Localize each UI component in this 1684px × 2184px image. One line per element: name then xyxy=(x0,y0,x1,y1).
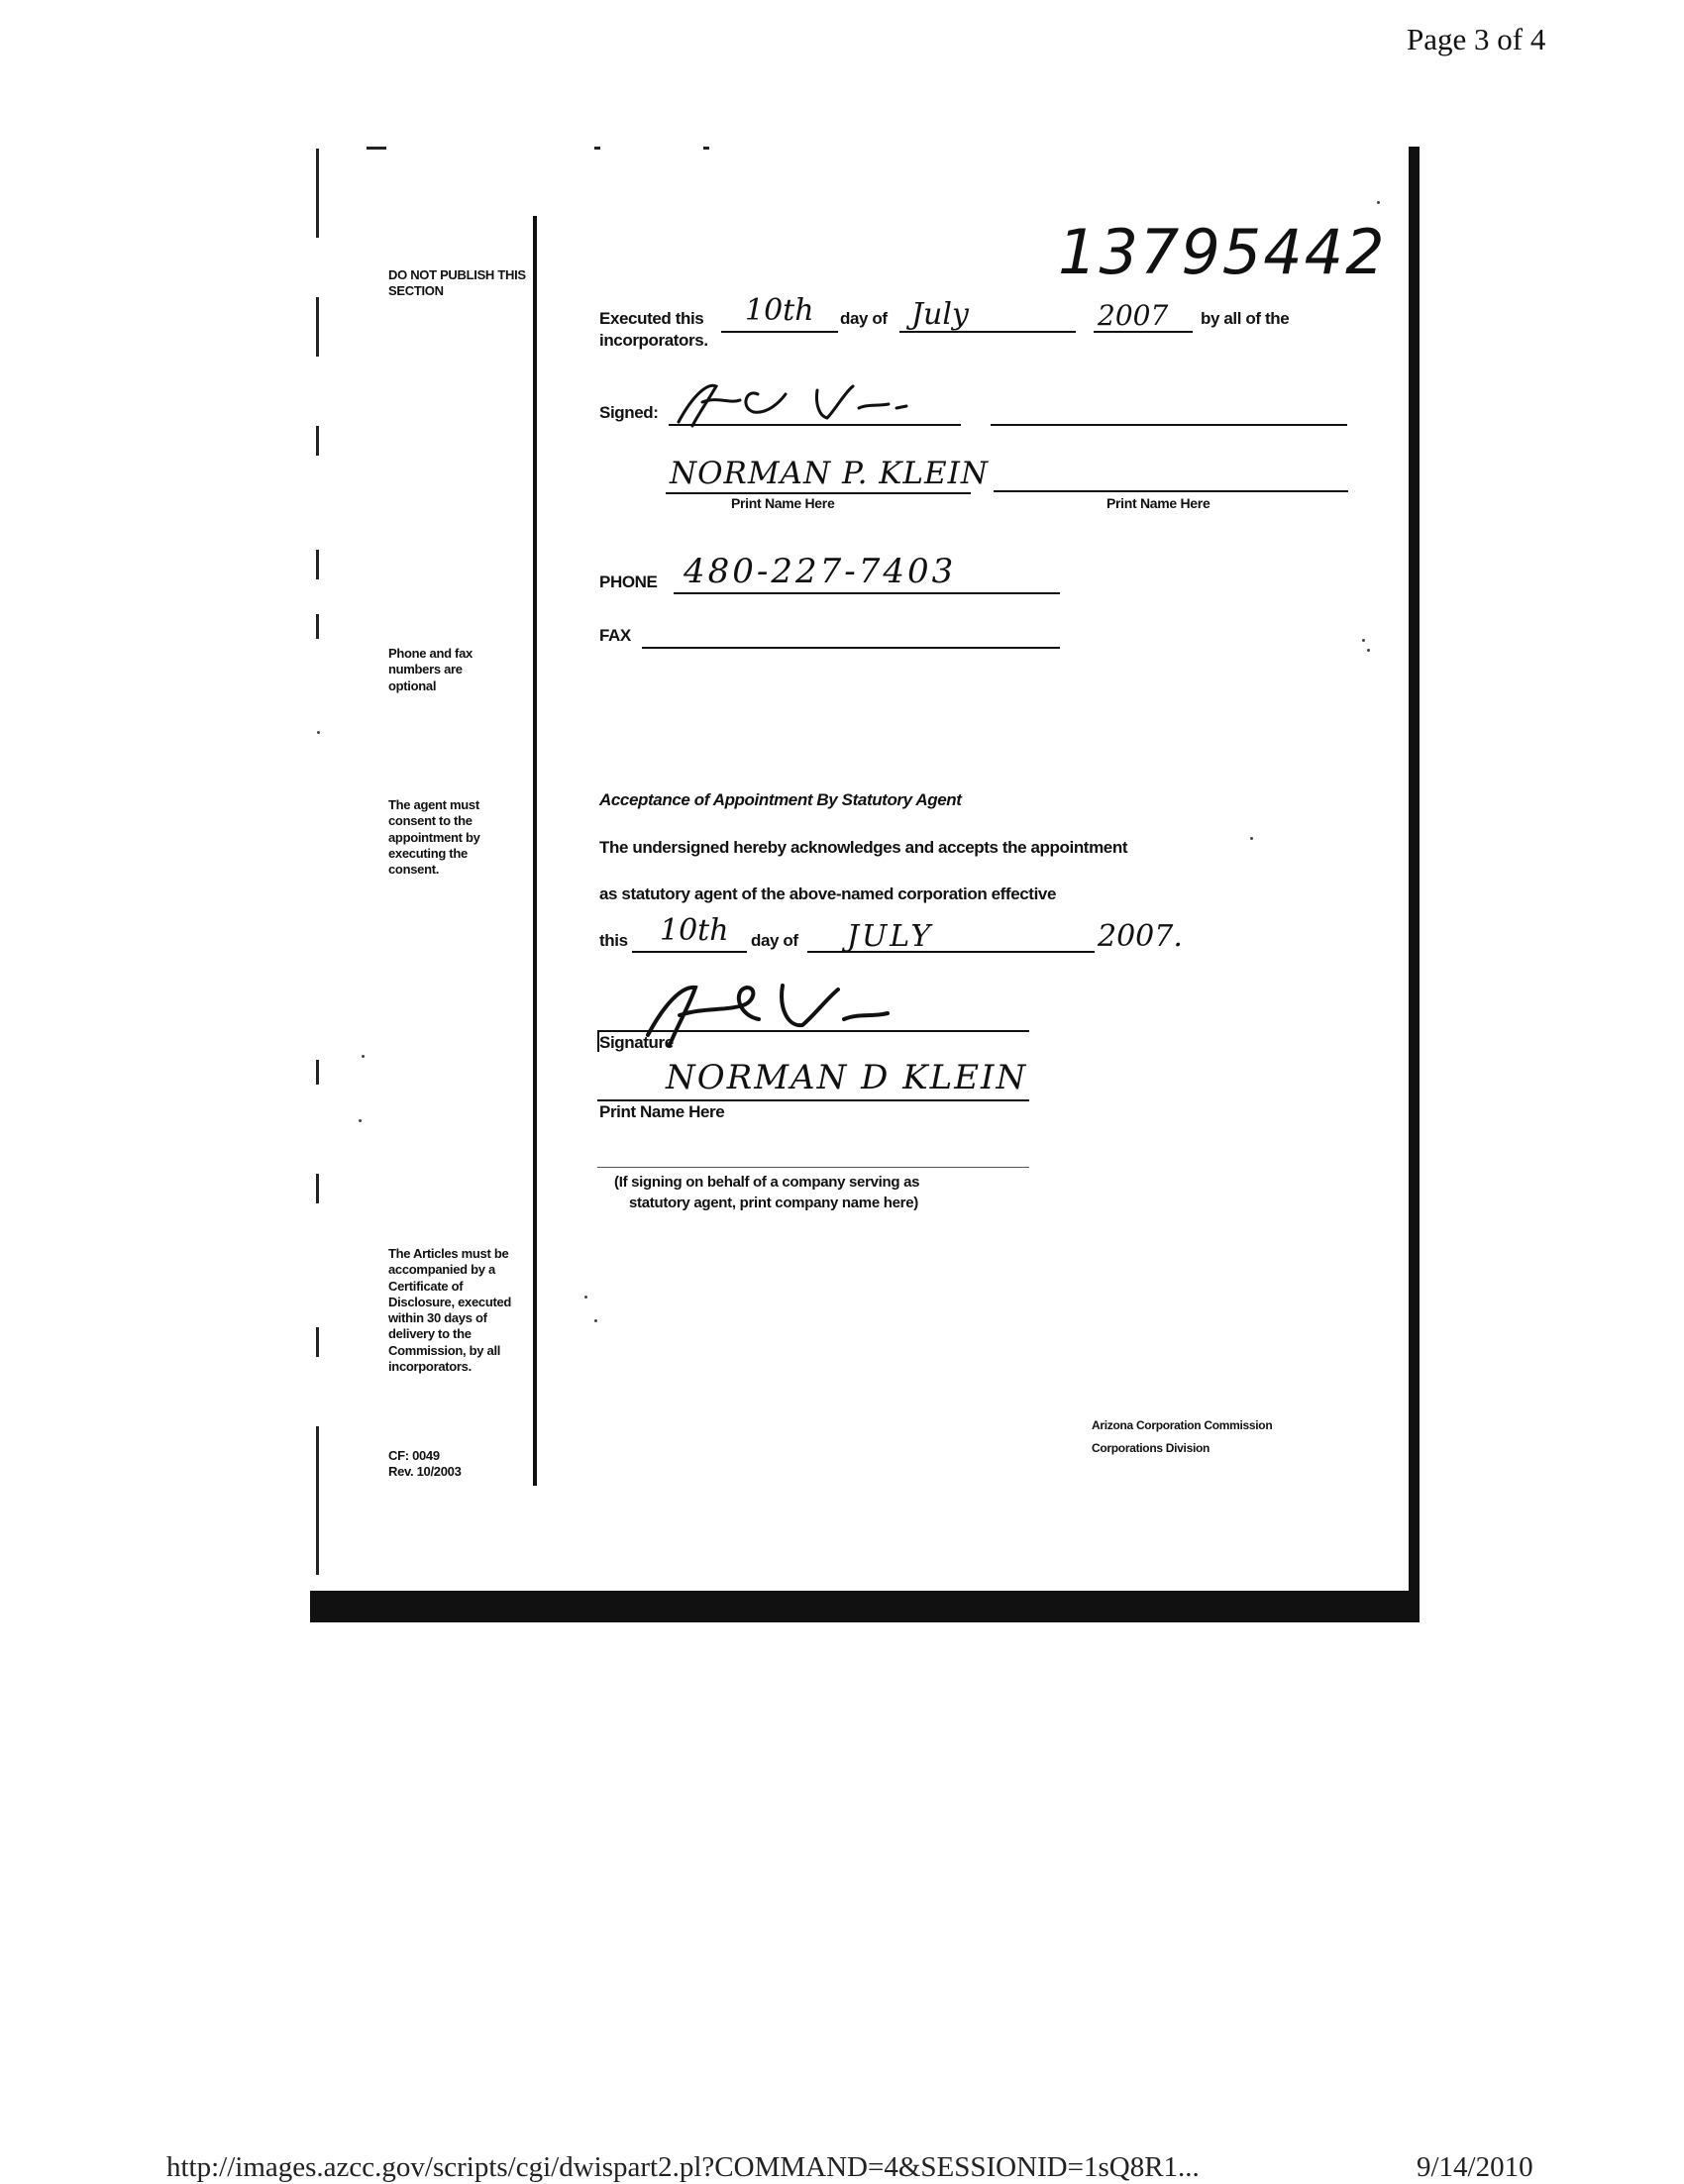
executed-prefix: Executed this xyxy=(599,309,704,328)
fax-label: FAX xyxy=(599,626,631,645)
executed-year-handwritten: 2007 xyxy=(1098,299,1169,332)
side-note-phone-fax: Phone and fax numbers are optional xyxy=(388,646,473,693)
acceptance-print-name-label: Print Name Here xyxy=(599,1102,725,1121)
agency-line-1: Arizona Corporation Commission xyxy=(1092,1418,1273,1432)
print-name-label-2: Print Name Here xyxy=(1106,495,1210,511)
scan-frame-left-edge xyxy=(316,1426,319,1575)
footer-date: 9/14/2010 xyxy=(1417,2151,1533,2183)
scan-frame-left-edge xyxy=(316,149,319,238)
fax-underline xyxy=(642,647,1060,649)
scan-mark xyxy=(367,147,386,150)
agency-line-2: Corporations Division xyxy=(1092,1441,1210,1455)
acceptance-signature-image xyxy=(634,976,1030,1055)
scan-frame-right-edge xyxy=(1409,147,1420,1622)
scan-frame-left-edge xyxy=(316,1174,319,1203)
signed-label: Signed: xyxy=(599,403,659,422)
form-code: CF: 0049 xyxy=(388,1448,440,1463)
acceptance-printed-name-handwritten: NORMAN D KLEIN xyxy=(666,1058,1028,1097)
print-name-line-1 xyxy=(666,492,971,494)
form-revision: Rev. 10/2003 xyxy=(388,1464,462,1479)
scan-speck xyxy=(1367,649,1370,652)
side-note-agent-consent: The agent must consent to the appointment by executing the consent. xyxy=(388,797,480,877)
scan-speck xyxy=(362,1055,365,1058)
printed-name-handwritten: NORMAN P. KLEIN xyxy=(670,456,990,491)
scan-frame-left-edge xyxy=(316,297,319,357)
acceptance-heading: Acceptance of Appointment By Statutory Agent xyxy=(599,790,962,809)
executed-suffix: by all of the xyxy=(1201,309,1290,328)
executed-suffix-2: incorporators. xyxy=(599,331,708,350)
executed-day-handwritten: 10th xyxy=(745,293,814,328)
side-note-articles: The Articles must be accompanied by a Certificate of Disclosure, executed within 30 days of delivery to the Commission, by all incorporators. xyxy=(388,1246,512,1374)
phone-underline xyxy=(674,592,1060,594)
company-note-line-2: statutory agent, print company name here) xyxy=(629,1195,918,1211)
acceptance-day-handwritten: 10th xyxy=(660,913,729,948)
acceptance-day-underline xyxy=(632,951,747,953)
scan-frame-left-edge xyxy=(316,426,319,456)
scan-speck xyxy=(1250,837,1253,840)
footer-url: http://images.azcc.gov/scripts/cgi/dwispart2.pl?COMMAND=4&SESSIONID=1sQ8R1... xyxy=(166,2151,1200,2183)
scan-speck xyxy=(359,1119,362,1122)
column-divider xyxy=(533,216,537,1486)
scan-mark xyxy=(703,147,709,150)
acceptance-signature-label: Signature xyxy=(599,1033,674,1052)
page-number: Page 3 of 4 xyxy=(1407,22,1546,56)
day-underline xyxy=(721,331,838,333)
scan-frame-left-edge xyxy=(316,550,319,579)
scan-speck xyxy=(1377,201,1380,204)
scan-speck xyxy=(317,731,320,734)
scan-speck xyxy=(584,1296,587,1299)
signature-line-2 xyxy=(991,424,1347,426)
phone-label: PHONE xyxy=(599,572,658,591)
company-note-line-1: (If signing on behalf of a company serving as xyxy=(614,1174,920,1191)
acceptance-year-handwritten: 2007. xyxy=(1098,919,1183,954)
acceptance-line-2: as statutory agent of the above-named corporation effective xyxy=(599,884,1056,903)
print-name-label-1: Print Name Here xyxy=(731,495,835,511)
document-number: 13795442 xyxy=(1058,216,1387,288)
side-note-do-not-publish: DO NOT PUBLISH THIS SECTION xyxy=(388,267,526,299)
signature-image-1 xyxy=(669,374,966,434)
scan-mark xyxy=(594,147,600,150)
acceptance-line-1: The undersigned hereby acknowledges and accepts the appointment xyxy=(599,838,1128,857)
scan-frame-left-edge xyxy=(316,1327,319,1357)
acceptance-print-name-line xyxy=(597,1099,1029,1101)
acceptance-month-handwritten: JULY xyxy=(847,919,934,954)
scan-frame-left-edge xyxy=(316,1060,319,1085)
executed-day-label: day of xyxy=(840,309,888,328)
scan-frame-left-edge xyxy=(316,614,319,639)
executed-month-handwritten: July xyxy=(911,297,969,332)
acceptance-signature-line xyxy=(597,1030,1029,1032)
scan-frame-bottom-edge xyxy=(310,1591,1418,1622)
scan-speck xyxy=(594,1319,597,1322)
phone-handwritten: 480-227-7403 xyxy=(684,552,957,591)
scan-speck xyxy=(1362,639,1365,642)
acceptance-day-label: day of xyxy=(751,931,798,950)
acceptance-this-label: this xyxy=(599,931,628,950)
company-name-line xyxy=(597,1167,1029,1168)
print-name-line-2 xyxy=(994,490,1348,492)
